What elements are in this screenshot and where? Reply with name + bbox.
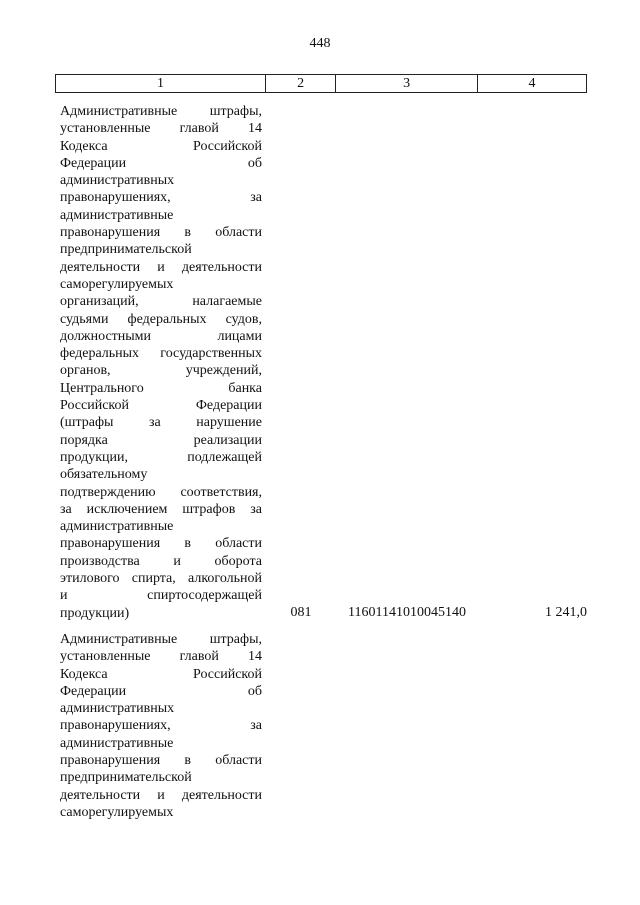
description-line: деятельности и деятельности <box>60 259 262 275</box>
description-line: правонарушениях, за <box>60 190 262 206</box>
description-line: обязательному <box>60 467 148 483</box>
description-line: административные <box>60 735 174 751</box>
description-line: Административные штрафы, <box>60 104 262 119</box>
description-line: установленные главой 14 <box>60 649 262 665</box>
description-line: продукции, подлежащей <box>60 449 262 465</box>
header-col-2: 2 <box>265 75 335 93</box>
description-line: Кодекса Российской <box>60 138 262 154</box>
description-line: продукции) <box>60 605 130 621</box>
description-line: производства и оборота <box>60 553 262 569</box>
description-line: Федерации об <box>60 683 262 699</box>
row-description <box>60 103 262 622</box>
description-line: (штрафы за нарушение <box>60 415 262 431</box>
description-line: правонарушения в области <box>60 536 262 552</box>
description-line: этилового спирта, алкогольной <box>60 571 262 587</box>
description-line: Российской Федерации <box>60 398 262 414</box>
description-line: органов, учреждений, <box>60 363 262 379</box>
row-col-3: 11601141010045140 <box>348 605 466 620</box>
description-line: судьями федеральных судов, <box>60 311 262 327</box>
description-line: подтверждению соответствия, <box>60 484 262 500</box>
header-col-1: 1 <box>56 75 266 93</box>
header-col-3: 3 <box>336 75 478 93</box>
description-line: предпринимательской <box>60 242 192 258</box>
row-col-2: 081 <box>290 605 312 620</box>
page-number: 448 <box>309 36 331 51</box>
header-col-4: 4 <box>478 75 587 93</box>
description-line: федеральных государственных <box>60 346 262 362</box>
description-line: установленные главой 14 <box>60 121 262 137</box>
description-line: правонарушения в области <box>60 753 262 769</box>
description-line: Федерации об <box>60 155 262 171</box>
description-line: саморегулируемых <box>60 276 174 292</box>
description-line: Центрального банка <box>60 380 262 396</box>
description-line: предпринимательской <box>60 770 192 786</box>
description-line: правонарушениях, за <box>60 718 262 734</box>
description-line: деятельности и деятельности <box>60 787 262 803</box>
description-line: Кодекса Российской <box>60 666 262 682</box>
description-line: организаций, налагаемые <box>60 294 262 310</box>
description-line: порядка реализации <box>60 432 262 448</box>
description-line: административных <box>60 701 175 717</box>
description-line: должностными лицами <box>60 328 262 344</box>
description-line: правонарушения в области <box>60 225 262 241</box>
description-line: административные <box>60 519 174 535</box>
description-line: за исключением штрафов за <box>60 501 262 517</box>
description-line: саморегулируемых <box>60 804 174 820</box>
row-col-4: 1 241,0 <box>545 605 587 620</box>
description-line: Административные штрафы, <box>60 632 262 647</box>
table-header <box>55 74 587 93</box>
description-line: и спиртосодержащей <box>60 588 262 604</box>
description-line: административных <box>60 173 175 189</box>
row-description <box>60 631 262 821</box>
description-line: административные <box>60 207 174 223</box>
